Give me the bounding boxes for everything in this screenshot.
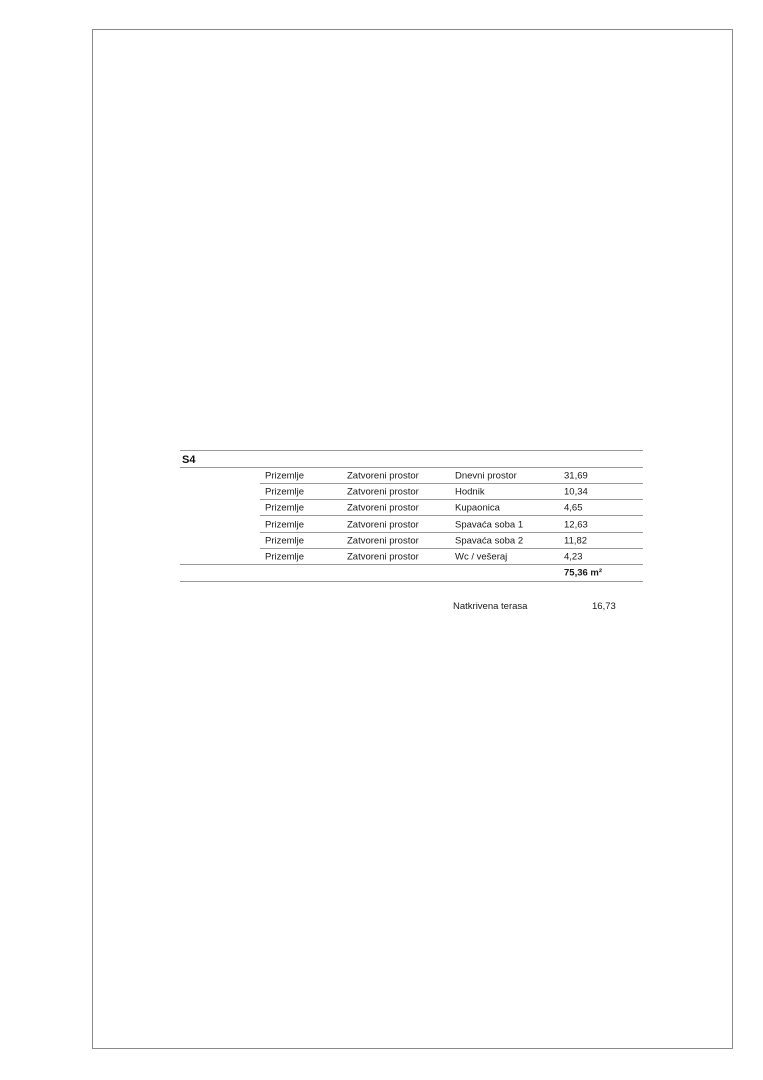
- terrace-row: [93, 601, 732, 613]
- cell-floor: Prizemlje: [265, 518, 305, 530]
- cell-area: 11,82: [564, 534, 588, 546]
- cell-floor: Prizemlje: [265, 470, 305, 482]
- cell-room: Hodnik: [455, 486, 485, 498]
- cell-space-type: Zatvoreni prostor: [347, 534, 419, 546]
- table-row: [180, 549, 643, 565]
- section-title: S4: [182, 453, 196, 466]
- cell-space-type: Zatvoreni prostor: [347, 502, 419, 514]
- table-row: [180, 484, 643, 500]
- cell-area: 10,34: [564, 486, 588, 498]
- document-page: [92, 29, 733, 1049]
- area-table: [180, 450, 643, 582]
- cell-room: Dnevni prostor: [455, 470, 517, 482]
- cell-space-type: Zatvoreni prostor: [347, 551, 419, 563]
- cell-area: 4,65: [564, 502, 583, 514]
- total-area: 75,36 m²: [564, 567, 603, 579]
- total-divider: [180, 581, 643, 582]
- terrace-area: 16,73: [592, 601, 616, 612]
- cell-area: 12,63: [564, 518, 588, 530]
- table-row: [180, 468, 643, 484]
- cell-floor: Prizemlje: [265, 534, 305, 546]
- section-header-row: [180, 451, 643, 468]
- terrace-label: Natkrivena terasa: [453, 601, 528, 612]
- cell-space-type: Zatvoreni prostor: [347, 518, 419, 530]
- cell-area: 4,23: [564, 551, 583, 563]
- cell-room: Wc / vešeraj: [455, 551, 508, 563]
- table-row: [180, 500, 643, 516]
- table-row: [180, 516, 643, 532]
- cell-room: Spavaća soba 1: [455, 518, 524, 530]
- table-row: [180, 533, 643, 549]
- cell-room: Spavaća soba 2: [455, 534, 524, 546]
- cell-floor: Prizemlje: [265, 486, 305, 498]
- cell-space-type: Zatvoreni prostor: [347, 470, 419, 482]
- table-total-row: [180, 565, 643, 582]
- cell-floor: Prizemlje: [265, 502, 305, 514]
- cell-space-type: Zatvoreni prostor: [347, 486, 419, 498]
- cell-floor: Prizemlje: [265, 551, 305, 563]
- cell-room: Kupaonica: [455, 502, 500, 514]
- cell-area: 31,69: [564, 470, 588, 482]
